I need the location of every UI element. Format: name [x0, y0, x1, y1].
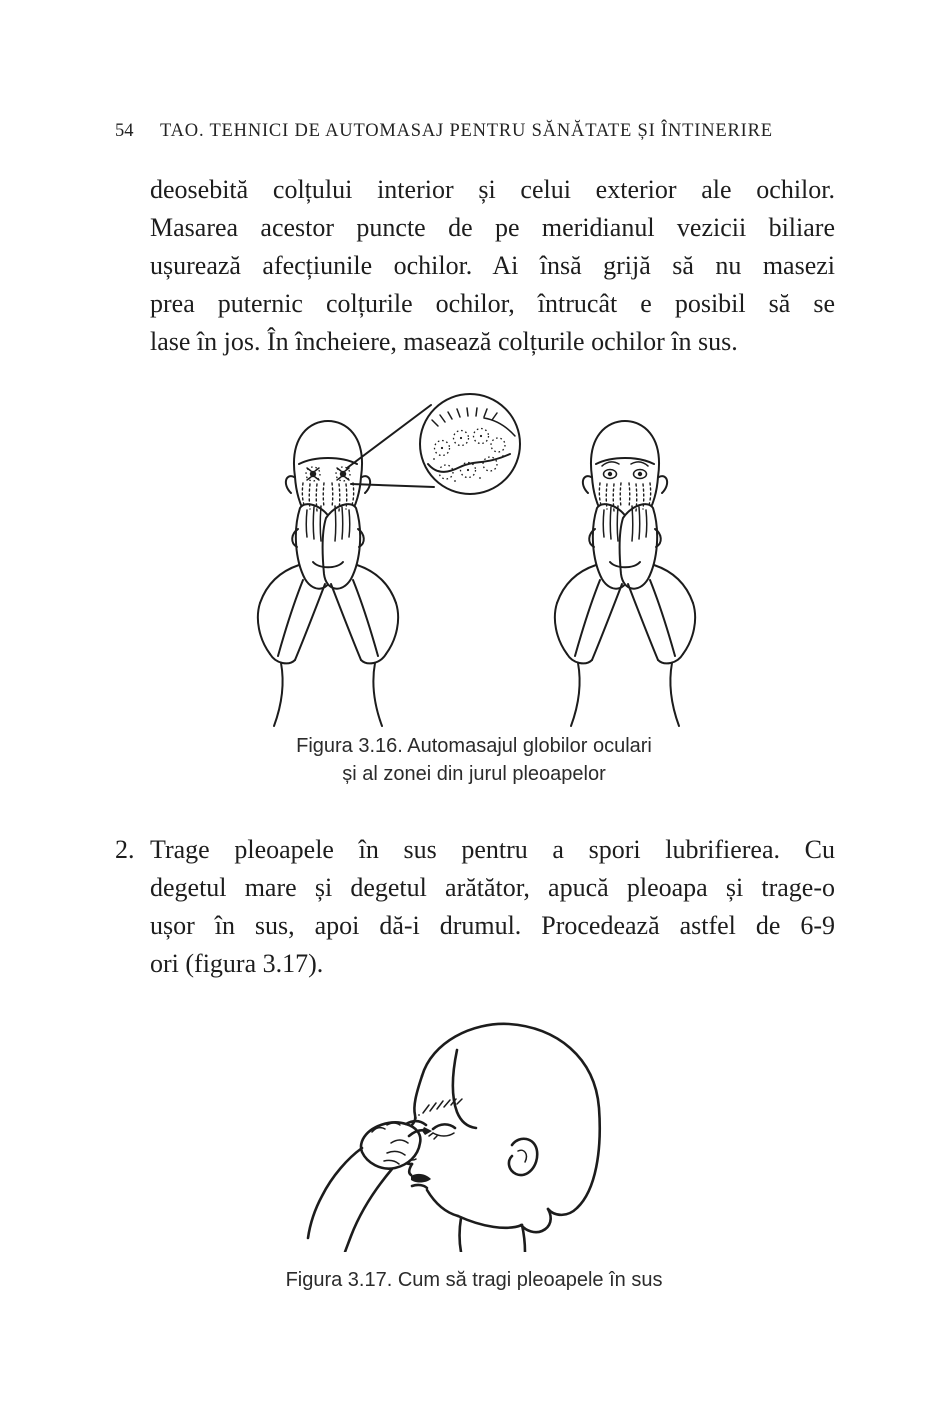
figure-3-16-illustration	[184, 388, 764, 728]
body-line: deosebită colțului interior și celui exterior ale ochilor.	[150, 175, 835, 204]
body-line: ori (figura 3.17).	[150, 949, 324, 978]
running-header	[115, 121, 848, 142]
massaged-eyes-detail	[302, 467, 353, 511]
figure-3-16	[184, 388, 764, 728]
body-paragraph	[150, 171, 835, 361]
body-line: ușor în sus, apoi dă-i drumul. Procedează astfel de 6-9	[150, 911, 835, 940]
figure-3-17-caption: Figura 3.17. Cum să tragi pleoapele în sus	[285, 1269, 663, 1291]
body-line: prea puternic colțurile ochilor, întrucât e posibil să se	[150, 289, 835, 318]
list-item-number: 2.	[115, 835, 135, 864]
figure-3-17	[306, 1012, 642, 1252]
body-line: lase în jos. În încheiere, masează colțurile ochilor în sus.	[150, 327, 738, 356]
open-eyes-detail	[599, 462, 650, 511]
list-item-text	[150, 831, 835, 983]
figure-3-16-caption	[0, 732, 948, 788]
caption-line: și al zonei din jurul pleoapelor	[342, 763, 606, 785]
body-line: degetul mare și degetul arătător, apucă pleoapa și trage-o	[150, 873, 835, 902]
running-title: TAO. TEHNICI DE AUTOMASAJ PENTRU SĂNĂTATE ȘI ÎNTINERIRE	[160, 121, 773, 141]
figure-3-17-illustration	[306, 1012, 642, 1252]
body-line: Masarea acestor puncte de pe meridianul vezicii biliare	[150, 213, 835, 242]
page-number: 54	[115, 121, 134, 141]
body-line: Trage pleoapele în sus pentru a spori lubrifierea. Cu	[150, 835, 835, 864]
list-item-2	[115, 831, 835, 983]
magnifier-inset	[420, 394, 520, 494]
caption-line: Figura 3.16. Automasajul globilor oculari	[296, 735, 652, 757]
body-line: ușurează afecțiunile ochilor. Ai însă grijă să nu masezi	[150, 251, 835, 280]
